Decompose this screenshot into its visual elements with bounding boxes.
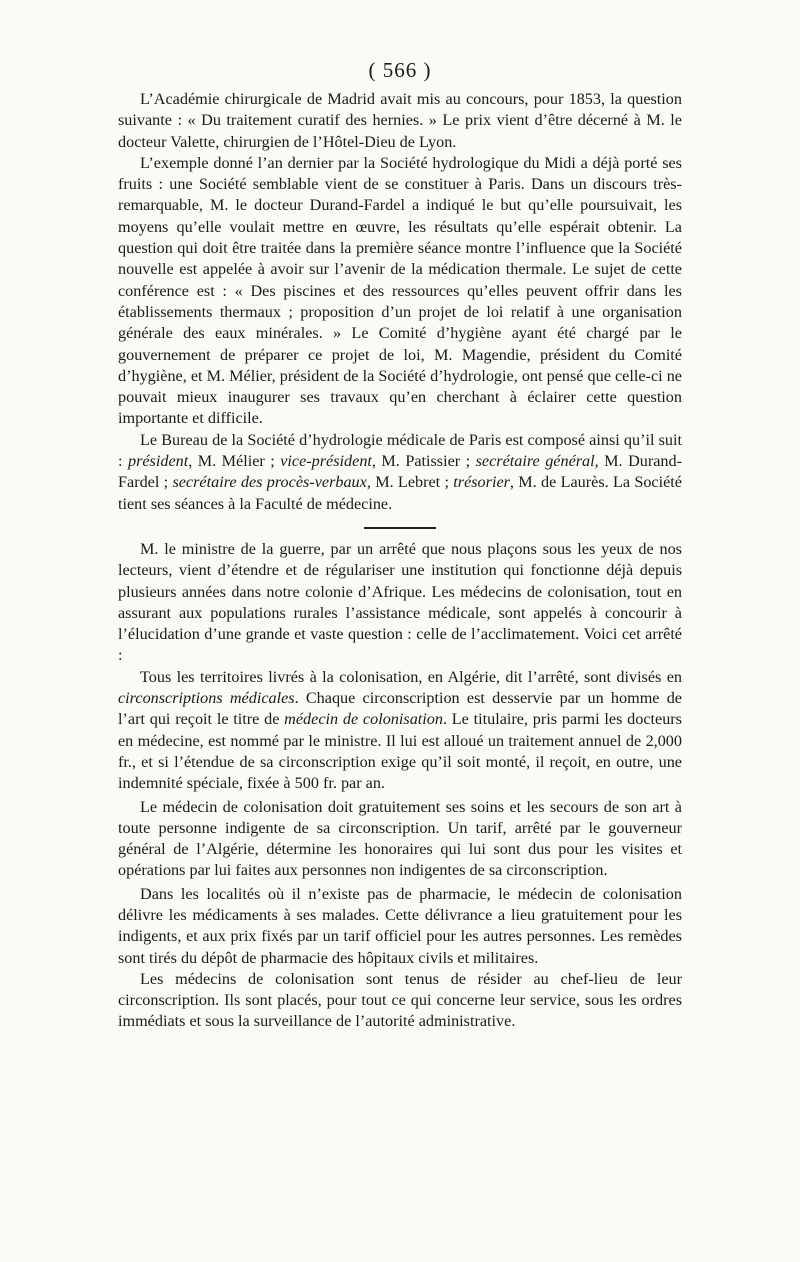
- text-segment: , M. Mélier ;: [188, 452, 281, 471]
- paragraph-6: [118, 797, 682, 882]
- text-segment: Les médecins de colonisation sont tenus de résider au chef-lieu de leur circonscription. Ils sont placés, pour tout ce qui concerne leur service, sous les ordres immédiats et sous la surveillance de l’autorité administrative.: [118, 969, 682, 1031]
- text-segment: Le médecin de colonisation doit gratuitement ses soins et les secours de son art à toute personne indigente de sa circonscription. Un tarif, arrêté par le gouverneur général de l’Algérie, détermine les honoraires qui lui sont dus pour les visites et opérations par lui faites aux personnes non indigentes de sa circonscription.: [118, 797, 682, 880]
- italic-text: secrétaire général: [475, 452, 595, 471]
- italic-text: vice-président: [280, 452, 372, 471]
- text-segment: Le Bureau de la Société d’hydrologie médicale de Paris est composé ainsi qu’il suit :: [118, 430, 682, 471]
- text-segment: Dans les localités où il n’existe pas de pharmacie, le médecin de colonisation délivre les médicaments à ses malades. Cette délivrance a lieu gratuitement pour les indigents, et aux prix fixés par un tarif officiel pour les autres personnes. Les remèdes sont tirés du dépôt de pharmacie des hôpitaux civils et militaires.: [118, 884, 682, 967]
- italic-text: circonscriptions médicales: [118, 689, 295, 708]
- paragraph-7: [118, 884, 682, 969]
- text-segment: . Le titulaire, pris parmi les docteurs en médecine, est nommé par le ministre. Il lui est alloué un traitement annuel de 2,000 fr., et si l’étendue de sa circonscription exige qu’il soit monté, il reçoit, en outre, une indemnité spéciale, fixée à 500 fr. par an.: [118, 710, 682, 793]
- text-segment: Tous les territoires livrés à la colonisation, en Algérie, dit l’arrêté, sont divisés en: [140, 667, 682, 686]
- italic-text: trésorier: [453, 473, 510, 492]
- paragraph-2: [118, 153, 682, 430]
- text-segment: , M. Durand-Fardel ;: [118, 452, 683, 492]
- paragraph-3: [118, 430, 682, 515]
- paragraph-1: [118, 89, 682, 153]
- paragraph-8: [118, 969, 682, 1033]
- text-segment: L’Académie chirurgicale de Madrid avait mis au concours, pour 1853, la question suivante : « Du traitement curatif des hernies. » Le prix vient d’être décerné à M. le docteur Valette, chirurgien de l’Hôtel-Dieu de Lyon.: [118, 90, 682, 151]
- italic-text: médecin de colonisation: [284, 710, 443, 729]
- text-segment: , M. Patissier ;: [371, 452, 476, 471]
- text-segment: L’exemple donné l’an dernier par la Société hydrologique du Midi a déjà porté ses fruits : une Société semblable vient de se constituer à Paris. Dans un discours très-remarquable, M. le docteur Durand-Fardel a indiqué le but qu’elle poursuivait, les moyens qu’elle voulait mettre en œuvre, les résultats qu’elle espérait obtenir. La question qui doit être traitée dans la première séance montre l’influence que la Société nouvelle est appelée à avoir sur l’avenir de la médication thermale. Le sujet de cette conférence est : « Des piscines et des ressources qu’elles peuvent offrir dans les établissements thermaux ; proposition d’un projet de loi relatif à une organisation générale des eaux minérales. » Le Comité d’hygiène ayant été chargé par le gouvernement de préparer ce projet de loi, M. Magendie, président du Comité d’hygiène, et M. Mélier, président de la Société d’hydrologie, ont pensé que celle-ci ne pouvait mieux inaugurer ses travaux qu’en cherchant à éclairer cette question importante et difficile.: [118, 153, 682, 428]
- paragraph-4: [118, 539, 682, 667]
- text-segment: , M. de Laurès. La Société tient ses séances à la Faculté de médecine.: [118, 473, 682, 513]
- paragraph-5: [118, 667, 682, 795]
- text-segment: M. le ministre de la guerre, par un arrêté que nous plaçons sous les yeux de nos lecteurs, vient d’étendre et de régulariser une institution qui fonctionne déjà depuis plusieurs années dans notre colonie d’Afrique. Les médecins de colonisation, tout en assurant aux populations rurales l’assistance médicale, sont appelés à concourir à l’élucidation d’une grande et vaste question : celle de l’acclimatement. Voici cet arrêté :: [118, 539, 682, 665]
- text-segment: . Chaque circonscription est desservie par un homme de l’art qui reçoit le titre de: [118, 689, 682, 729]
- italic-text: président: [127, 452, 189, 471]
- section-separator: [364, 527, 436, 529]
- text-segment: , M. Lebret ;: [366, 473, 454, 492]
- page-number: ( 566 ): [368, 58, 432, 82]
- italic-text: secrétaire des procès-verbaux: [172, 473, 367, 492]
